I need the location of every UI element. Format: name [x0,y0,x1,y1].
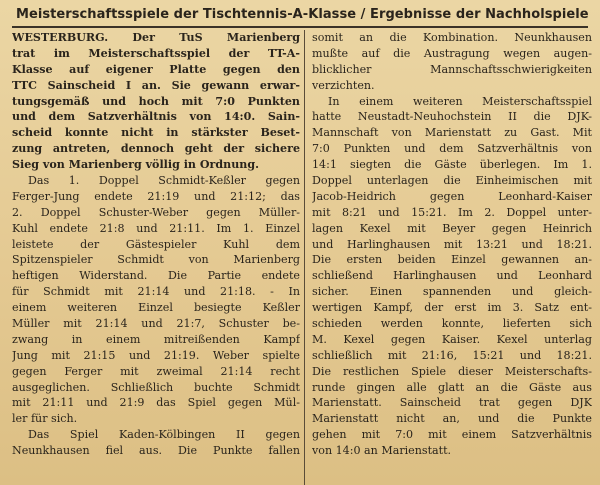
body-line: Das 1. Doppel Schmidt-Keßler gegen [28,174,300,188]
body-line: gegen Ferger mit zweimal 21:14 recht [12,364,300,378]
headline: Meisterschaftsspiele der Tischtennis-A-Klasse / Ergebnisse der Nachholspiele [16,7,589,22]
body-line: schieden werden konnte, lieferten sich [312,317,592,331]
body-line: zwang in einem mitreißenden Kampf [12,332,300,346]
body-line: mit 21:11 und 21:9 das Spiel gegen Mül- [12,396,300,410]
body-line: Spitzenspieler Schmidt von Marienberg [12,253,300,267]
body-line: Die ersten beiden Einzel gewannen an- [312,253,592,267]
body-line: verzichten. [312,78,375,92]
body-line: Marienstatt nicht an, und die Punkte [312,412,592,426]
body-line: 14:1 siegten die Gäste überlegen. Im 1. [312,158,592,172]
body-line: einem weiteren Einzel besiegte Keßler [12,301,300,315]
body-line: gehen mit 7:0 mit einem Satzverhältnis [312,428,592,442]
lead-line: Klasse auf eigener Platte gegen den [12,62,300,76]
body-line: somit an die Kombination. Neunkhausen [312,31,592,44]
body-line: Kuhl endete 21:8 und 21:11. Im 1. Einzel [12,221,300,235]
body-line: In einem weiteren Meisterschaftsspiel [328,94,592,108]
body-line: ausgeglichen. Schließlich buchte Schmidt [12,380,300,394]
article-columns [10,30,592,485]
body-line: mußte auf die Austragung wegen augen- [312,46,592,60]
column-divider [304,30,305,485]
lead-line: tungsgemäß und hoch mit 7:0 Punkten [12,94,300,108]
body-line: Ferger-Jung endete 21:19 und 21:12; das [12,189,300,203]
body-line: blicklicher Mannschaftsschwierigkeiten [312,62,592,76]
body-left [12,173,300,459]
left-column [12,30,300,459]
body-line: schließlich mit 21:16, 15:21 und 18:21. [312,348,592,362]
body-line: 2. Doppel Schuster-Weber gegen Müller- [12,205,300,219]
body-line: für Schmidt mit 21:14 und 21:18. - In [12,285,300,299]
body-line: 7:0 Punkten und dem Satzverhältnis von [312,142,592,156]
body-line: runde gingen alle glatt an die Gäste aus [312,380,592,394]
lead-line: scheid konnte nicht in stärkster Beset- [12,126,300,140]
body-line: lagen Kexel mit Beyer gegen Heinrich [312,221,592,235]
lead-line: TTC Sainscheid I an. Sie gewann erwar- [12,78,300,92]
body-line: schließend Harlinghausen und Leonhard [312,269,592,283]
body-line: Müller mit 21:14 und 21:7, Schuster be- [12,317,300,331]
body-line: heftigen Widerstand. Die Partie endete [12,269,300,283]
body-line: Neunkhausen fiel aus. Die Punkte fallen [12,444,300,458]
right-column [312,30,592,459]
body-line: von 14:0 an Marienstatt. [312,444,452,458]
body-line: Mannschaft von Marienstatt zu Gast. Mit [312,126,592,140]
lead-paragraph [12,30,300,173]
body-line: leistete der Gästespieler Kuhl dem [12,237,300,251]
body-line: Die restlichen Spiele dieser Meisterschafts- [312,364,592,378]
body-line: Jung mit 21:15 und 21:19. Weber spielte [12,348,300,362]
body-line: mit 8:21 und 15:21. Im 2. Doppel unter- [312,205,592,219]
body-line: wertigen Kampf, der erst im 3. Satz ent- [312,301,592,315]
body-line: M. Kexel gegen Kaiser. Kexel unterlag [312,332,592,346]
body-line: und Harlinghausen mit 13:21 und 18:21. [312,237,592,251]
lead-line: trat im Meisterschaftsspiel der TT-A- [12,46,300,60]
headline-rule [12,26,588,28]
body-line: Doppel unterlagen die Einheimischen mit [312,174,592,188]
body-line: Das Spiel Kaden-Kölbingen II gegen [28,428,300,442]
body-line: Jacob-Heidrich gegen Leonhard-Kaiser [312,189,592,203]
body-line: hatte Neustadt-Neuhochstein II die DJK- [312,110,592,124]
body-line: Marienstatt. Sainscheid trat gegen DJK [312,396,592,410]
lead-line: WESTERBURG. Der TuS Marienberg [12,31,300,44]
lead-line: und dem Satzverhältnis von 14:0. Sain- [12,110,300,124]
lead-line: Sieg von Marienberg völlig in Ordnung. [12,158,259,172]
lead-line: zung antreten, dennoch geht der sichere [12,142,300,156]
body-line: sicher. Einen spannenden und gleich- [312,285,592,299]
body-line: ler für sich. [12,412,78,426]
